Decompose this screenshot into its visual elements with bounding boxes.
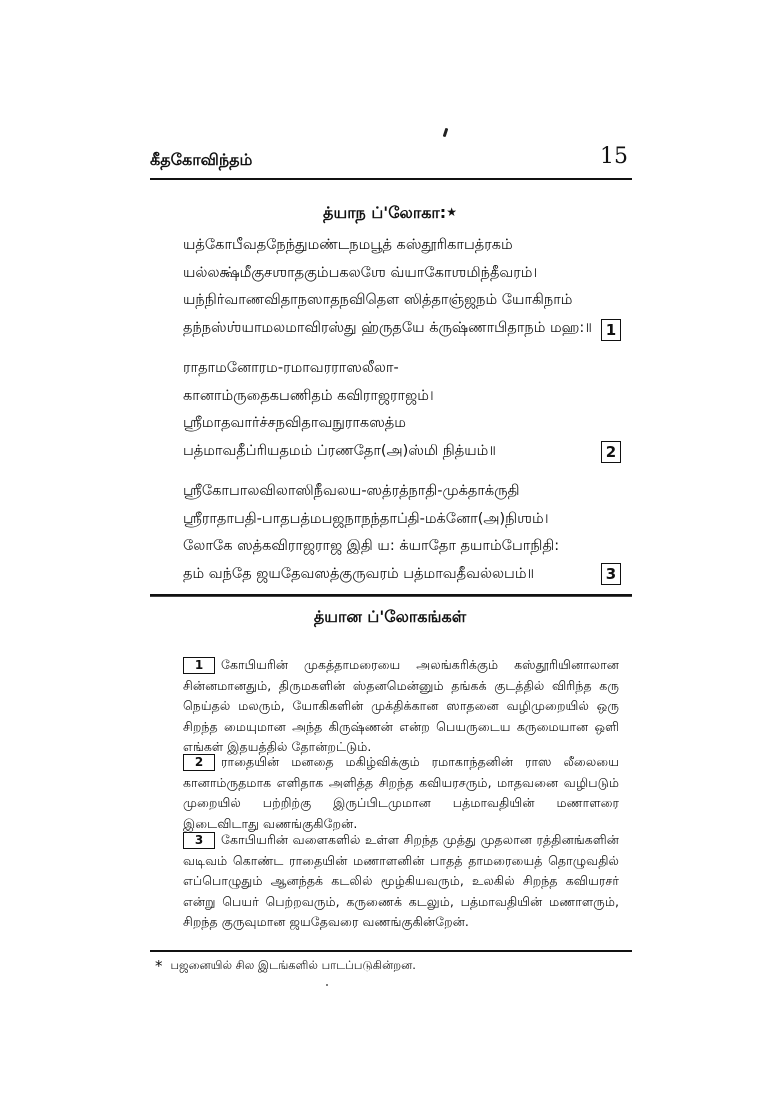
verse-line: லோகே ஸத்கவிராஜராஜ இதி ய: க்யாதோ தயாம்போநிதி: [183, 538, 560, 554]
verse-line: ராதாமனோரம-ரமாவரராஸலீலா- [183, 360, 399, 376]
footnote-mark: * [155, 957, 163, 975]
footnote-text: பஜனையில் சில இடங்களில் பாடப்படுகின்றன. [170, 958, 416, 972]
verse-2 [183, 355, 496, 465]
section-divider-thin [150, 596, 632, 597]
star-footnote-mark: ★ [446, 205, 457, 219]
verse-number-box: 1 [601, 319, 621, 341]
verse-line: ஶ்ரீராதாபதி-பாதபத்மபஜநாநந்தாப்தி-மக்னோ(அ)நிஶம்। [183, 510, 549, 527]
verse-line: ஶ்ரீகோபாலவிலாஸிநீவலய-ஸத்ரத்நாதி-முக்தாக்ருதி [183, 483, 520, 499]
footnote-rule [150, 950, 632, 952]
paragraph-number-box: 3 [183, 832, 215, 849]
header-rule [150, 178, 632, 180]
footnote [155, 957, 416, 975]
paragraph-text: கோபியரின் முகத்தாமரையை அலங்கரிக்கும் கஸ்தூரியினாலான சின்னமானதும், திருமகளின் ஸ்தனமென்னும் தங்கக் குடத்தில் விரிந்த கரு நெய்தல் மலரும், யோகிகளின் முக்திக்கான ஸாதனை வழிமுறையில் ஒரு சிறந்த மையுமான அந்த கிருஷ்ணன் என்ற பெயருடைய கருமையான ஒளி எங்கள் இதயத்தில் தோன்றட்டும். [183, 657, 619, 754]
verse-line: தம் வந்தே ஜயதேவஸத்குருவரம் பத்மாவதீவல்லபம்॥ [183, 565, 535, 582]
verse-line: கானாம்ருதைகபணிதம் கவிராஜராஜம்। [183, 387, 434, 404]
ink-speck [443, 128, 449, 137]
section-heading-sanskrit [0, 203, 780, 224]
verse-line: யந்நிர்வாணவிதாநஸாதநவிதௌ ஸித்தாஞ்ஜநம் யோகிநாம் [183, 292, 573, 308]
paragraph-text: கோபியரின் வளைகளில் உள்ள சிறந்த முத்து முதலான ரத்தினங்களின் வடிவம் கொண்ட ராதையின் மணாளனின் பாதத் தாமரையைத் தொழுவதில் எப்பொழுதும் ஆனந்தக் கடலில் மூழ்கியவரும், உலகில் சிறந்த கவியரசர் என்று பெயர் பெற்றவரும், கருணைக் கடலும், பத்மாவதியின் மணாளரும், சிறந்த குருவுமான ஜயதேவரை வணங்குகின்றேன். [183, 832, 619, 929]
section-heading-tamil: த்யான ப்'லோகங்கள் [313, 607, 467, 626]
ink-dot [326, 984, 328, 986]
paragraph-number-box: 1 [183, 657, 215, 674]
running-title: கீதகோவிந்தம் [150, 150, 253, 169]
verse-number-box: 2 [601, 441, 621, 463]
page-number: 15 [600, 144, 628, 169]
heading-text: த்யாந ப்'லோகா: [323, 203, 447, 222]
paragraph-text: ராதையின் மனதை மகிழ்விக்கும் ரமாகாந்தனின் ராஸ லீலையை கானாம்ருதமாக எளிதாக அளித்த சிறந்த கவியரசரும், மாதவனை வழிபடும் முறையில் பற்றிற்கு இருப்பிடமுமான பத்மாவதியின் மணாளரை இடைவிடாது வணங்குகிறேன். [183, 754, 619, 831]
verse-1 [183, 232, 592, 342]
verse-number-box: 3 [601, 563, 621, 585]
verse-line: யத்கோபீவதநேந்துமண்டநமபூத் கஸ்தூரிகாபத்ரகம் [183, 237, 513, 253]
verse-line: பத்மாவதீப்ரியதமம் ப்ரணதோ(அ)ஸ்மி நித்யம்॥ [183, 442, 496, 459]
translation-paragraph-1 [183, 655, 619, 758]
translation-paragraph-3 [183, 830, 619, 933]
verse-line: யல்லக்ஷ்மீகுசஶாதகும்பகலஶே வ்யாகோஶமிந்தீவரம்। [183, 264, 538, 281]
verse-line: ஶ்ரீமாதவார்ச்சநவிதாவநுராகஸத்ம [183, 415, 406, 431]
page-header [150, 144, 630, 178]
verse-line: தந்நஸ்ஶ்யாமலமாவிரஸ்து ஹ்ருதயே க்ருஷ்ணாபிதாநம் மஹ:॥ [183, 319, 592, 336]
translation-paragraph-2 [183, 752, 619, 834]
paragraph-number-box: 2 [183, 754, 215, 771]
verse-3 [183, 478, 559, 588]
